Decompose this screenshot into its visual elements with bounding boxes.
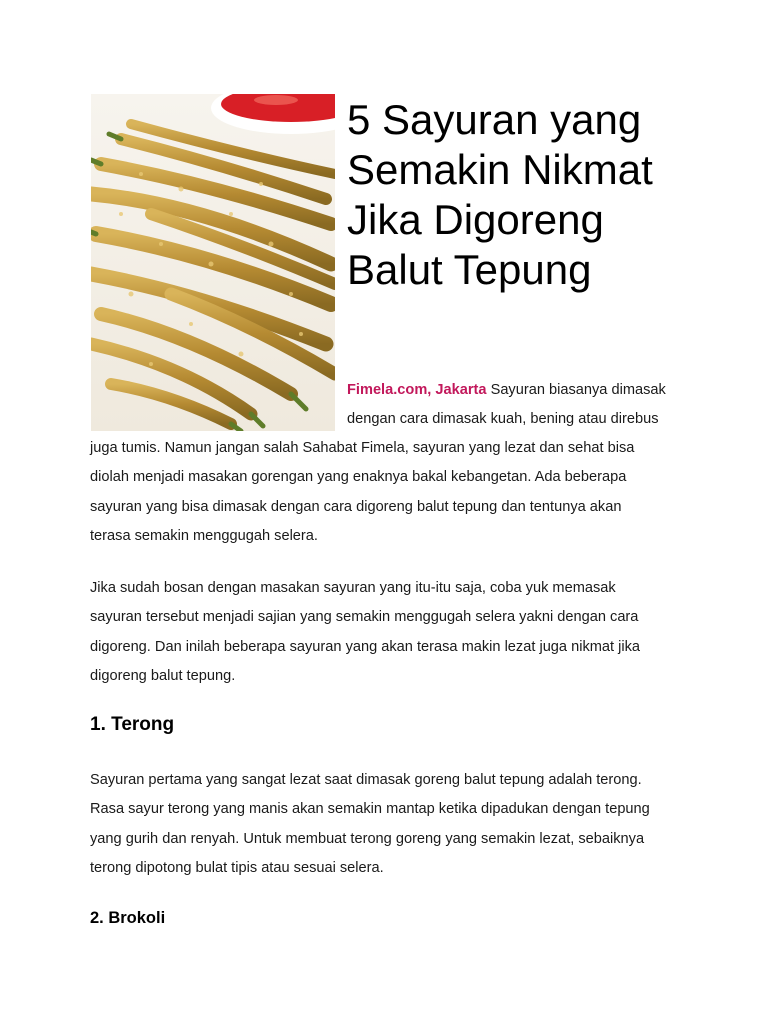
fried-green-beans-photo [91,94,335,431]
paragraph-line: terasa semakin menggugah selera. [90,528,318,545]
section-heading-terong: 1. Terong [90,714,175,735]
paragraph-line: yang gurih dan renyah. Untuk membuat terong goreng yang semakin lezat, sebaiknya [90,830,645,847]
paragraph-line: Sayuran pertama yang sangat lezat saat dimasak goreng balut tepung adalah terong. [90,772,642,788]
title-line: Balut Tepung [347,246,592,293]
paragraph-line: juga tumis. Namun jangan salah Sahabat Fimela, sayuran yang lezat dan sehat bisa [90,440,635,456]
paragraph-line: sayuran tersebut menjadi sajian yang semakin menggugah selera yakni dengan cara [90,609,639,626]
source-credit: Fimela.com, Jakarta [347,382,487,398]
lead-paragraph-second-line: dengan cara dimasak kuah, bening atau direbus [347,411,659,427]
paragraph-line: Rasa sayur terong yang manis akan semakin mantap ketika dipadukan dengan tepung [90,801,650,818]
lead-paragraph-first-line [347,376,707,405]
paragraph-line: digoreng. Dan inilah beberapa sayuran yang akan terasa makin lezat juga nikmat jika [90,638,641,655]
article-title [347,95,747,295]
lead-paragraph-continuation [90,434,690,552]
title-line: Jika Digoreng [347,196,604,243]
intro-paragraph [90,574,690,692]
lead-text: Sayuran biasanya dimasak [486,382,666,398]
paragraph-line: terong dipotong bulat tipis atau sesuai selera. [90,860,384,877]
paragraph-line: diolah menjadi masakan gorengan yang enaknya bakal kebangetan. Ada beberapa [90,469,627,486]
title-line: Semakin Nikmat [347,146,653,193]
paragraph-line: sayuran yang bisa dimasak dengan cara digoreng balut tepung dan tentunya akan [90,498,622,515]
terong-paragraph [90,766,690,884]
paragraph-line: digoreng balut tepung. [90,668,236,685]
paragraph-line: Jika sudah bosan dengan masakan sayuran yang itu-itu saja, coba yuk memasak [90,580,616,596]
title-line: 5 Sayuran yang [347,96,642,143]
section-heading-brokoli: 2. Brokoli [90,909,166,927]
